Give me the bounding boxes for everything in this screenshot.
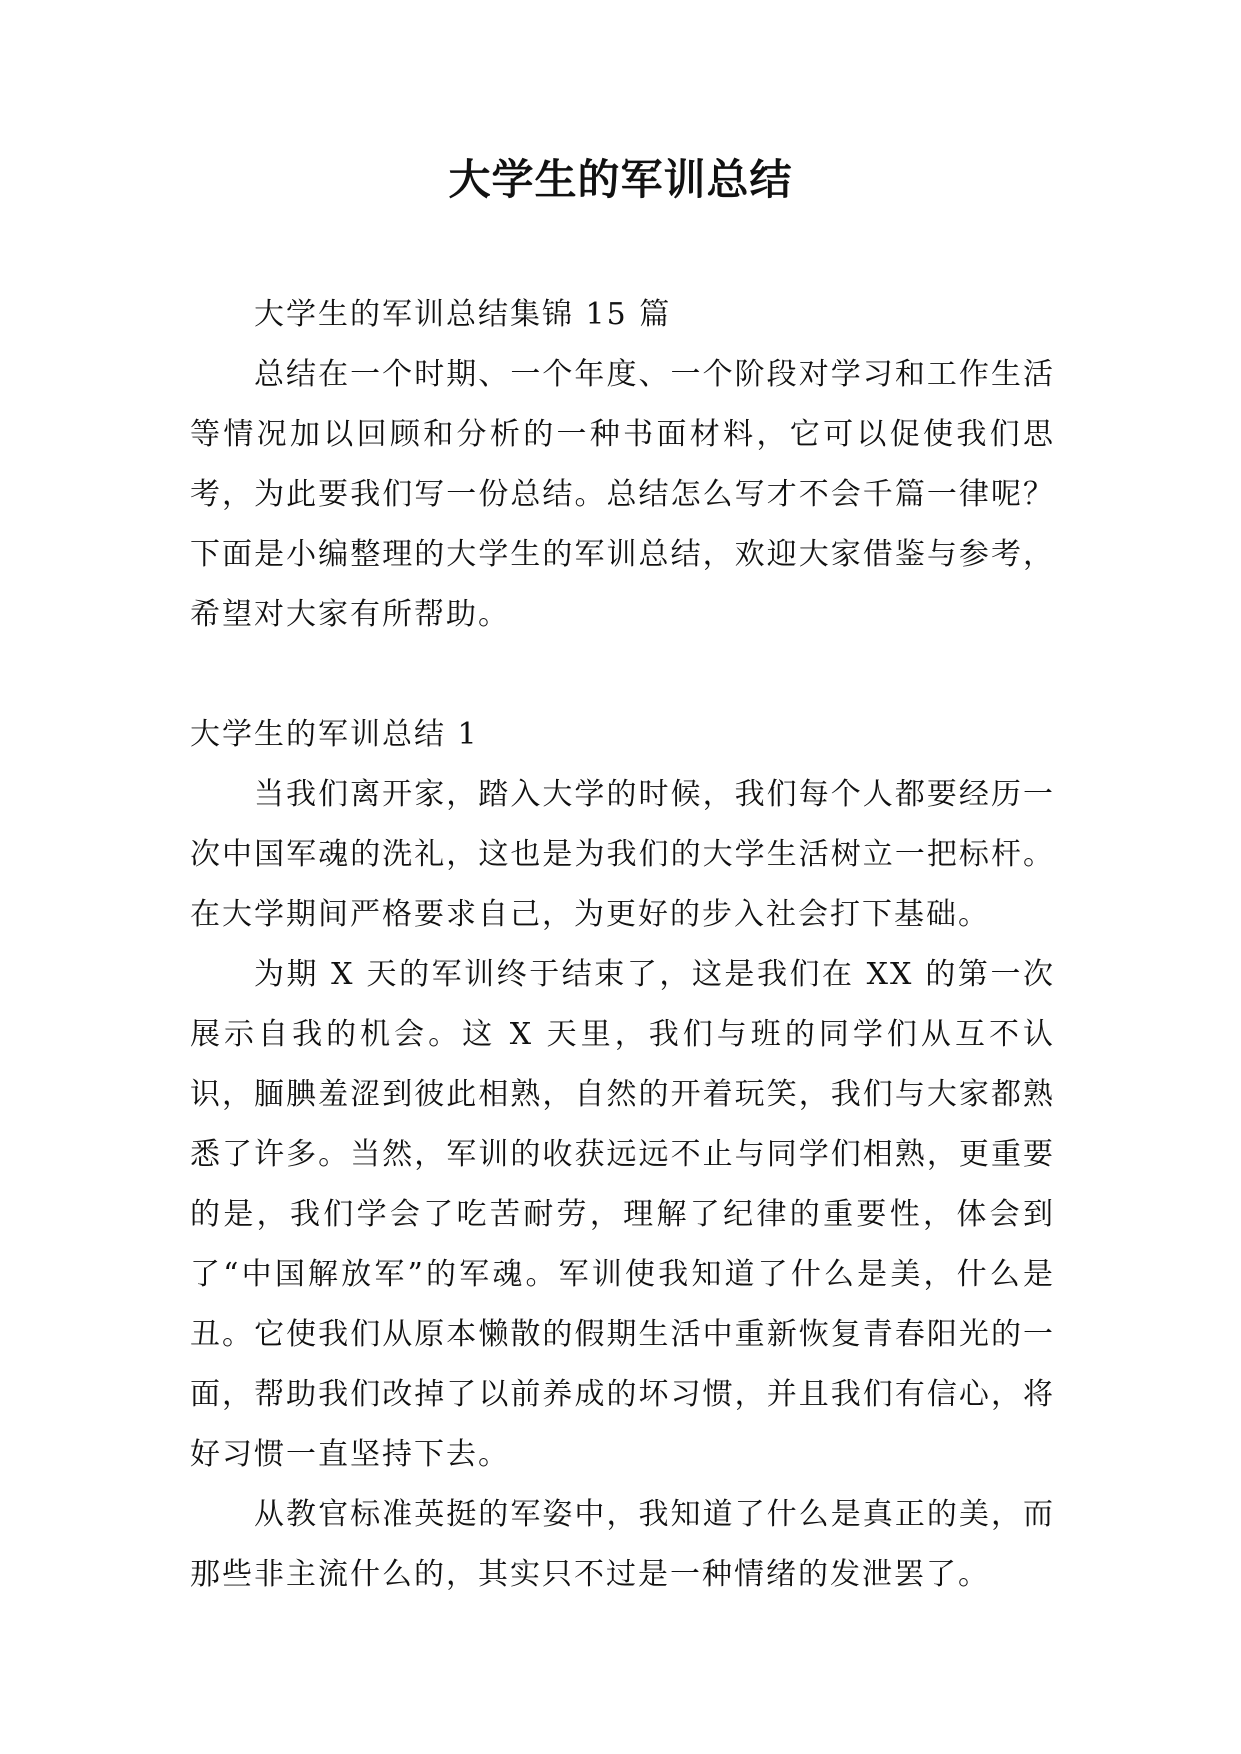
body-paragraph-1: 当我们离开家，踏入大学的时候，我们每个人都要经历一次中国军魂的洗礼，这也是为我们的大学生活树立一把标杆。在大学期间严格要求自己，为更好的步入社会打下基础。 [190,777,1055,932]
body-paragraph-2: 为期 X 天的军训终于结束了，这是我们在 XX 的第一次展示自我的机会。这 X 天里，我们与班的同学们从互不认识，腼腆羞涩到彼此相熟，自然的开着玩笑，我们与大家都熟悉了许多。当然，军训的收获远远不止与同学们相熟，更重要的是，我们学会了吃苦耐劳，理解了纪律的重要性，体会到了“中国解放军”的军魂。军训使我知道了什么是美，什么是丑。它使我们从原本懒散的假期生活中重新恢复青春阳光的一面，帮助我们改掉了以前养成的坏习惯，并且我们有信心，将好习惯一直坚持下去。 [190,957,1055,1472]
document-body [190,285,1055,1605]
intro-paragraph: 总结在一个时期、一个年度、一个阶段对学习和工作生活等情况加以回顾和分析的一种书面材料，它可以促使我们思考，为此要我们写一份总结。总结怎么写才不会千篇一律呢？下面是小编整理的大学生的军训总结，欢迎大家借鉴与参考，希望对大家有所帮助。 [190,357,1055,632]
section-spacer [190,645,1055,705]
document-title: 大学生的军训总结 [448,155,793,204]
section-heading: 大学生的军训总结 1 [190,717,479,752]
document-subtitle: 大学生的军训总结集锦 15 篇 [254,297,672,332]
body-paragraph-3: 从教官标准英挺的军姿中，我知道了什么是真正的美，而那些非主流什么的，其实只不过是一种情绪的发泄罢了。 [190,1497,1055,1592]
